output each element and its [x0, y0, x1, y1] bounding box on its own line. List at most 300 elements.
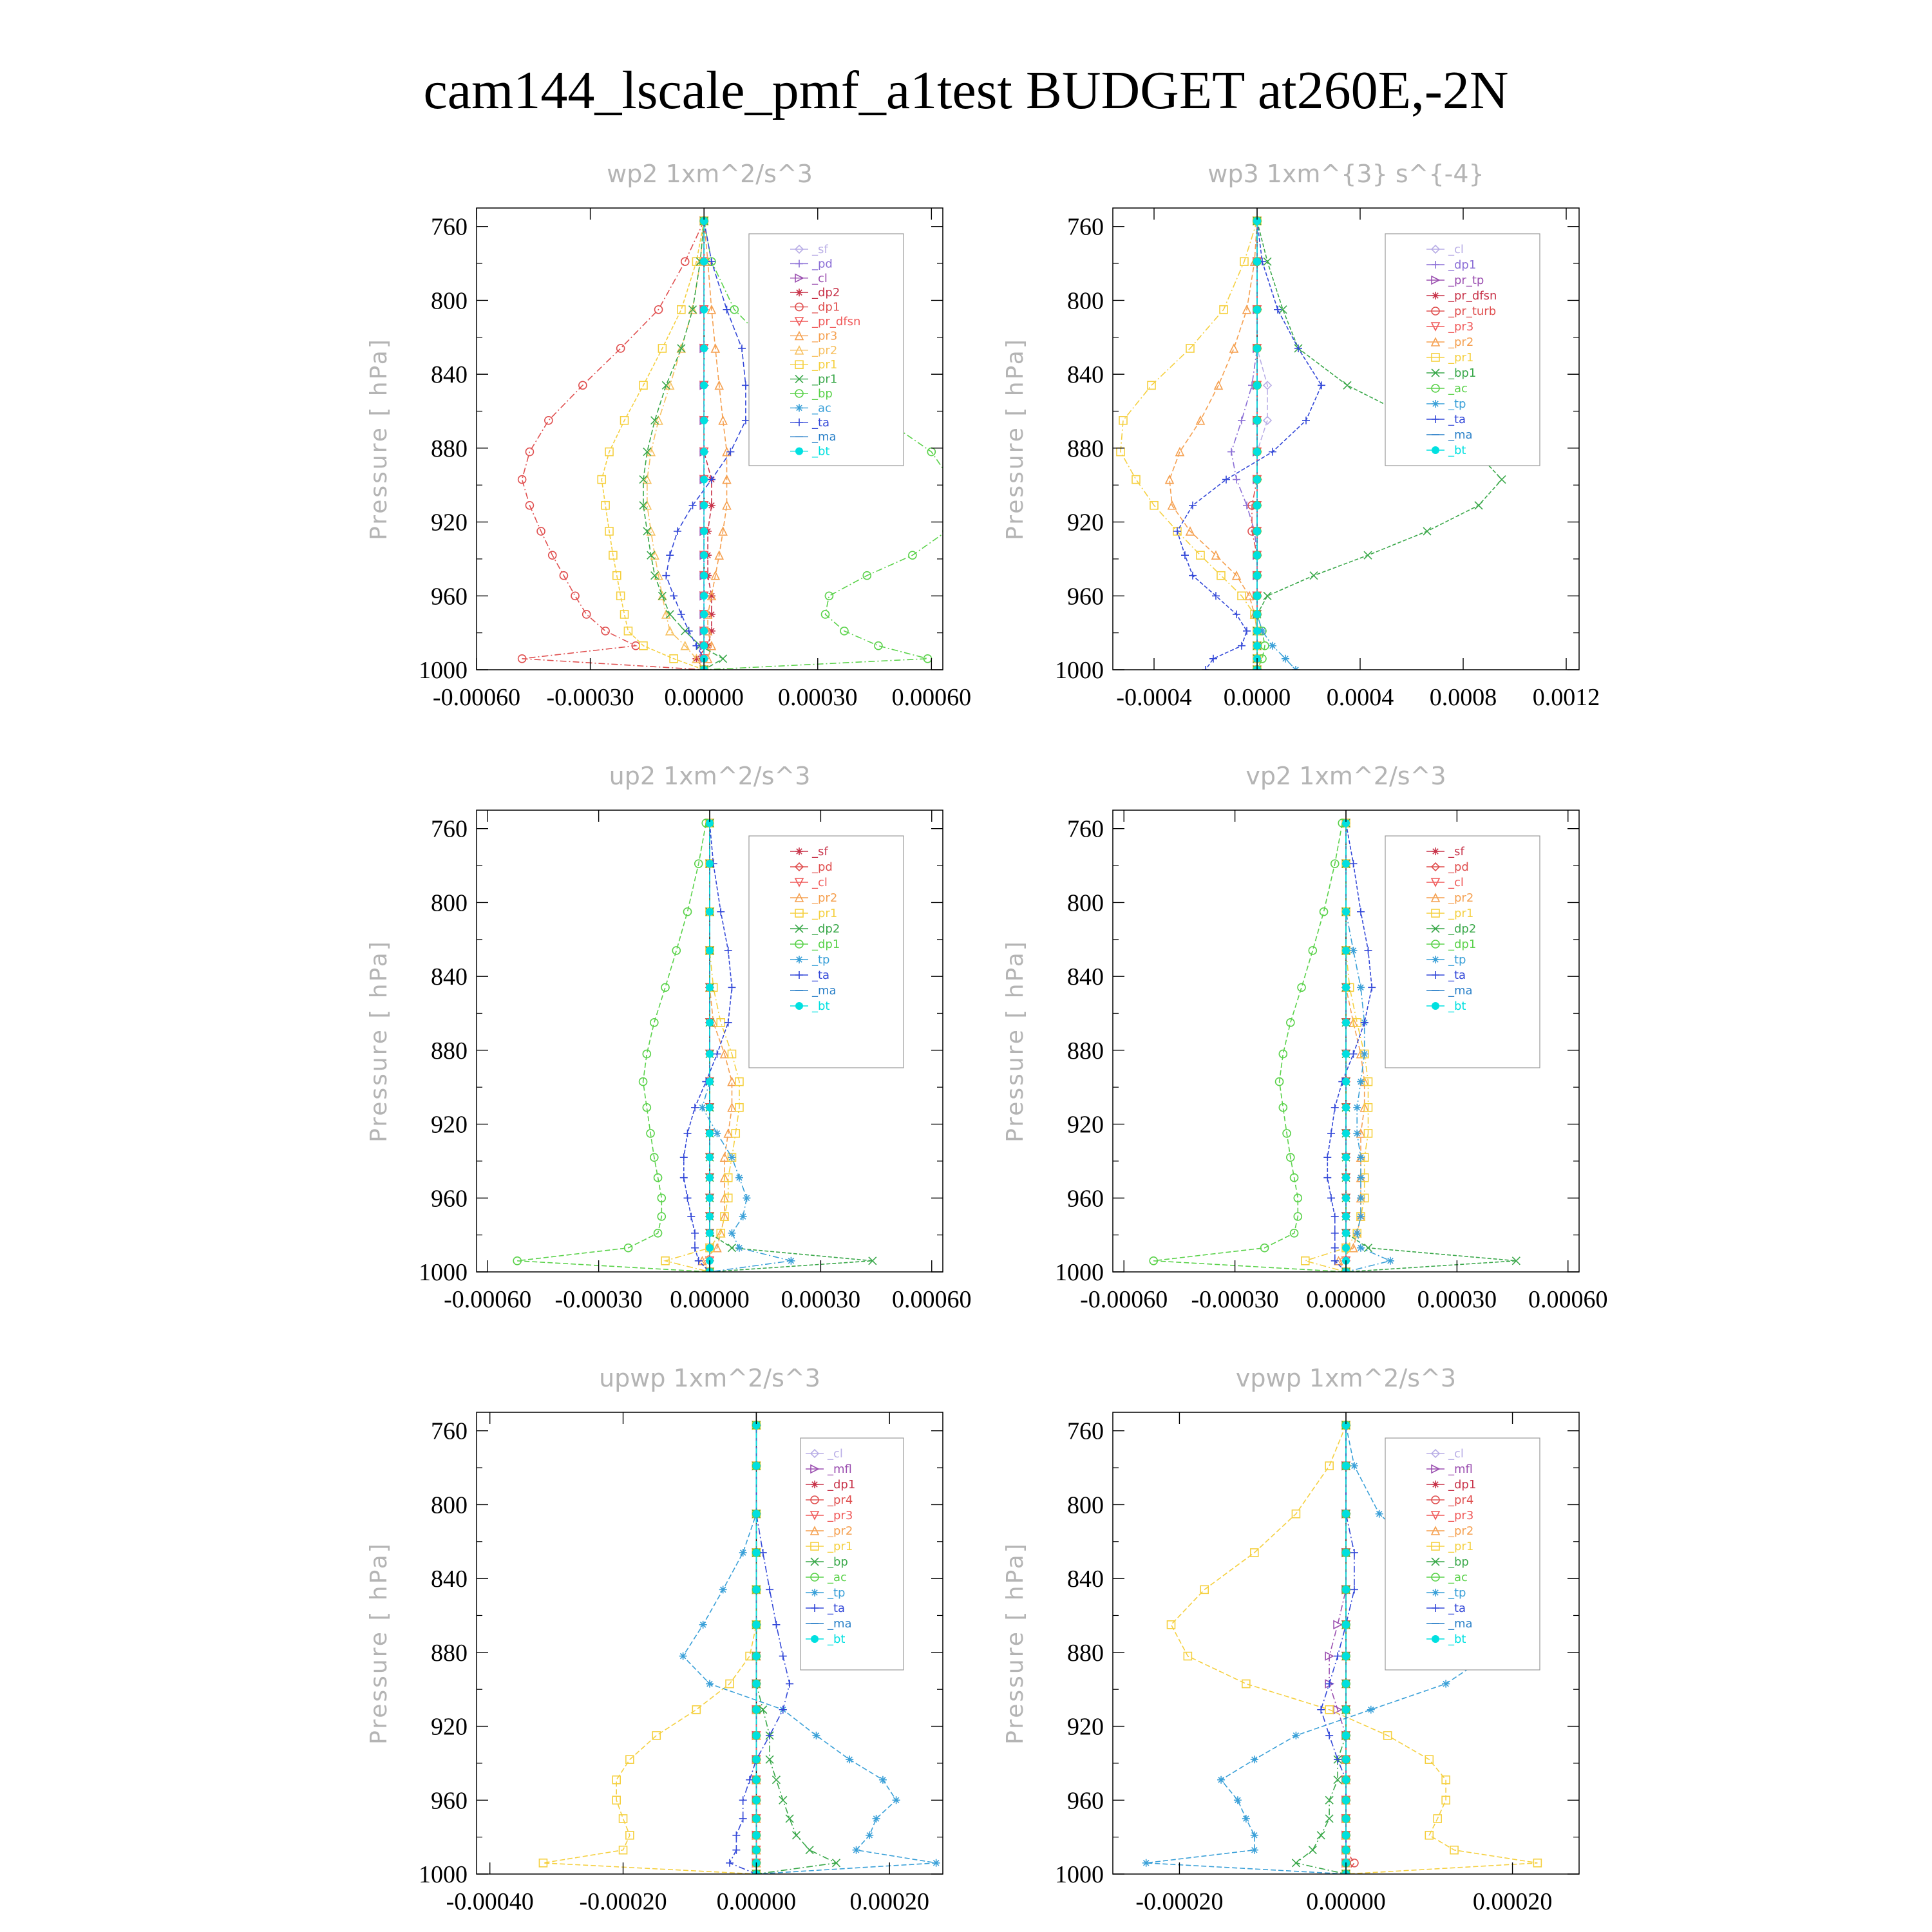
series-line-pr2: [647, 221, 704, 670]
legend-label: _dp1: [812, 300, 840, 314]
legend-label: _dp2: [1448, 922, 1477, 936]
data-point: [752, 1586, 760, 1593]
data-point: [677, 306, 685, 314]
data-point: [1423, 527, 1431, 535]
data-point: [933, 1859, 940, 1867]
legend-marker: [811, 1635, 819, 1643]
y-tick-label: 960: [1067, 583, 1104, 611]
legend-label: _pd: [812, 257, 833, 271]
legend-label: _tp: [1448, 953, 1466, 967]
legend-marker: [1432, 400, 1439, 408]
series-line-pr_turb: [1252, 221, 1257, 670]
y-tick-label: 880: [431, 435, 468, 462]
legend-marker: [795, 848, 803, 855]
y-tick-label: 1000: [1055, 1259, 1104, 1286]
data-point: [786, 1815, 793, 1823]
y-tick-label: 920: [431, 1111, 468, 1139]
data-point: [706, 908, 714, 916]
legend-label: _dp2: [812, 922, 840, 936]
legend-label: _pr2: [812, 343, 838, 357]
panel-3: [366, 762, 972, 1313]
legend-label: _ac: [1448, 1571, 1468, 1584]
data-point: [717, 1019, 724, 1027]
data-point: [735, 1174, 743, 1182]
data-point: [1367, 1706, 1375, 1714]
data-point: [674, 527, 681, 535]
legend-marker: [795, 448, 803, 455]
legend-label: _tp: [1448, 1586, 1466, 1600]
legend-label: _ac: [1448, 382, 1468, 395]
legend-label: _pr2: [1448, 891, 1474, 905]
x-tick-label: 0.00000: [716, 1888, 797, 1915]
legend-label: _pr2: [1448, 1524, 1474, 1538]
y-axis-label: Pressure [ hPa]: [1002, 940, 1028, 1142]
data-point: [853, 1846, 860, 1854]
figure-title: cam144_lscale_pmf_a1test BUDGET at260E,-2N: [423, 61, 1509, 120]
legend-marker: [811, 1589, 819, 1596]
legend-label: _ac: [812, 401, 831, 415]
data-point: [752, 1621, 760, 1629]
y-axis-label: Pressure [ hPa]: [366, 1542, 392, 1745]
data-point: [1209, 655, 1217, 663]
data-point: [1342, 1732, 1350, 1739]
y-tick-label: 800: [431, 889, 468, 917]
data-point: [1325, 1680, 1333, 1688]
data-point: [1253, 381, 1261, 389]
data-point: [825, 592, 833, 600]
legend-marker: [1432, 1635, 1439, 1643]
panel-title: wp2 1xm^2/s^3: [607, 160, 813, 188]
series-line-bp: [1296, 1425, 1346, 1874]
legend-label: _sf: [812, 845, 828, 858]
legend: [800, 1438, 904, 1670]
data-point: [1269, 448, 1276, 456]
data-point: [680, 1174, 688, 1182]
data-point: [1327, 1130, 1335, 1137]
legend-label: _ma: [812, 984, 837, 998]
x-tick-label: -0.00020: [579, 1888, 667, 1915]
data-point: [1317, 1706, 1325, 1714]
legend-label: _ta: [812, 415, 830, 430]
data-point: [752, 1462, 760, 1470]
data-point: [1323, 1153, 1331, 1161]
legend-label: _bt: [1448, 444, 1466, 457]
legend-marker: [1432, 1002, 1439, 1010]
data-point: [687, 1213, 695, 1220]
legend-label: _pr3: [828, 1509, 853, 1522]
legend: [749, 836, 904, 1068]
data-point: [1253, 592, 1261, 600]
y-tick-label: 960: [431, 583, 468, 611]
data-point: [699, 1621, 707, 1629]
data-point: [1342, 1653, 1350, 1660]
legend-label: _cl: [1448, 1447, 1464, 1461]
data-point: [873, 1815, 880, 1823]
data-point: [706, 947, 714, 954]
data-point: [1334, 1621, 1341, 1629]
data-point: [1230, 345, 1238, 352]
data-point: [1292, 1859, 1300, 1867]
data-point: [893, 1796, 900, 1804]
data-point: [1353, 1104, 1361, 1112]
data-point: [1325, 1815, 1333, 1823]
data-point: [706, 1680, 714, 1688]
data-point: [792, 1832, 800, 1839]
x-tick-label: -0.00060: [1080, 1286, 1168, 1313]
data-point: [1342, 983, 1350, 991]
data-point: [706, 1078, 714, 1086]
legend-marker: [811, 1481, 819, 1488]
data-point: [1132, 476, 1140, 484]
data-point: [1251, 1832, 1258, 1839]
data-point: [1343, 381, 1351, 389]
data-point: [1253, 502, 1261, 509]
data-point: [866, 1832, 873, 1839]
series-line-dp1: [517, 823, 710, 1272]
data-point: [1342, 1050, 1350, 1058]
series-line-cl: [1257, 221, 1267, 670]
y-tick-label: 1000: [1055, 657, 1104, 684]
legend-label: _pr2: [828, 1524, 853, 1538]
data-point: [518, 476, 526, 484]
legend-label: _pr_dfsn: [1448, 289, 1497, 303]
legend-label: _cl: [812, 271, 828, 285]
series-line-pr2: [1339, 823, 1365, 1272]
data-point: [1233, 476, 1240, 484]
data-point: [1309, 947, 1316, 954]
data-point: [735, 1244, 743, 1252]
data-point: [954, 502, 962, 509]
legend-label: _cl: [1448, 876, 1464, 889]
legend-marker: [795, 956, 803, 963]
data-point: [779, 1796, 787, 1804]
y-tick-label: 920: [1067, 509, 1104, 536]
y-tick-label: 880: [431, 1639, 468, 1667]
data-point: [1327, 1194, 1335, 1202]
y-tick-label: 920: [431, 509, 468, 536]
data-point: [1242, 1815, 1250, 1823]
series-line-mfl: [1329, 1425, 1346, 1874]
data-point: [1357, 983, 1365, 991]
data-point: [739, 1213, 747, 1220]
data-point: [1342, 947, 1350, 954]
data-point: [1364, 947, 1372, 954]
data-point: [1334, 1653, 1341, 1660]
data-point: [846, 1756, 853, 1763]
data-point: [732, 1846, 740, 1854]
legend-label: _ta: [828, 1602, 846, 1615]
y-tick-label: 1000: [419, 1861, 468, 1888]
data-point: [1349, 947, 1357, 954]
data-point: [1233, 611, 1240, 618]
legend-label: _sf: [812, 243, 828, 256]
panel-title: vp2 1xm^2/s^3: [1245, 762, 1446, 790]
legend-marker: [1432, 848, 1439, 855]
legend-label: _ta: [1448, 413, 1466, 426]
data-point: [1357, 1194, 1365, 1202]
series-line-ta: [730, 1425, 790, 1874]
data-point: [1342, 1680, 1350, 1688]
panel-title: wp3 1xm^{3} s^{-4}: [1208, 160, 1484, 188]
legend-label: _bp: [828, 1555, 848, 1569]
data-point: [700, 572, 708, 580]
data-point: [700, 381, 708, 389]
y-tick-label: 840: [431, 1566, 468, 1593]
data-point: [700, 258, 708, 265]
data-point: [601, 627, 609, 635]
data-point: [1251, 1846, 1258, 1854]
y-tick-label: 800: [431, 1492, 468, 1519]
data-point: [1245, 592, 1253, 600]
series-line-pr2: [1170, 221, 1257, 670]
data-point: [879, 1776, 887, 1784]
data-point: [1342, 1078, 1350, 1086]
legend-marker: [1432, 1589, 1439, 1596]
data-point: [684, 1194, 692, 1202]
data-point: [700, 448, 708, 456]
data-point: [666, 627, 674, 635]
data-point: [706, 1050, 714, 1058]
legend-label: _pr1: [1448, 907, 1474, 920]
data-point: [1253, 417, 1261, 424]
y-tick-label: 840: [1067, 1566, 1104, 1593]
data-point: [1342, 1846, 1350, 1854]
data-point: [1349, 1050, 1357, 1058]
data-point: [752, 1706, 760, 1714]
data-point: [700, 417, 708, 424]
data-point: [1320, 908, 1328, 916]
panel-title: up2 1xm^2/s^3: [609, 762, 811, 790]
data-point: [786, 1680, 793, 1688]
data-point: [752, 1510, 760, 1518]
series-line-dp1: [1231, 221, 1257, 670]
data-point: [1227, 448, 1235, 456]
data-point: [1342, 1174, 1350, 1182]
data-point: [689, 502, 697, 509]
data-point: [670, 592, 677, 600]
data-point: [719, 655, 727, 663]
x-tick-label: 0.00060: [891, 684, 972, 711]
panel-4: [1002, 762, 1608, 1313]
panel-1: [366, 160, 971, 711]
data-point: [1361, 1050, 1368, 1058]
y-tick-label: 760: [431, 213, 468, 241]
data-point: [1310, 572, 1318, 580]
data-point: [1243, 627, 1251, 635]
data-point: [752, 1832, 760, 1839]
data-point: [700, 527, 708, 535]
y-tick-label: 760: [431, 815, 468, 843]
data-point: [1342, 1244, 1350, 1252]
legend-label: _dp1: [1448, 1478, 1477, 1492]
data-point: [706, 1174, 714, 1182]
data-point: [806, 1846, 813, 1854]
data-point: [691, 1104, 699, 1112]
data-point: [1342, 1153, 1350, 1161]
legend-label: _pr1: [1448, 351, 1474, 365]
data-point: [1442, 1680, 1450, 1688]
data-point: [691, 1244, 699, 1252]
data-point: [739, 1815, 747, 1823]
y-axis-label: Pressure [ hPa]: [1002, 1542, 1028, 1745]
legend-label: _ta: [1448, 969, 1466, 982]
data-point: [1342, 1756, 1350, 1763]
data-point: [1364, 1244, 1372, 1252]
legend-label: _ma: [812, 430, 837, 444]
data-point: [728, 1229, 735, 1237]
data-point: [732, 1832, 740, 1839]
data-point: [1357, 1244, 1365, 1252]
data-point: [699, 1104, 706, 1112]
x-tick-label: -0.00020: [1135, 1888, 1224, 1915]
legend-label: _bt: [1448, 1633, 1466, 1646]
legend-label: _pr4: [1448, 1493, 1474, 1507]
data-point: [1287, 1019, 1294, 1027]
x-tick-label: 0.00000: [1306, 1286, 1386, 1313]
data-point: [713, 1050, 721, 1058]
data-point: [1238, 642, 1245, 650]
data-point: [724, 947, 732, 954]
legend-label: _pr3: [1448, 320, 1474, 334]
legend-label: _dp1: [1448, 938, 1477, 951]
data-point: [1342, 1796, 1350, 1804]
data-point: [684, 1130, 692, 1137]
data-point: [1253, 627, 1261, 635]
legend-label: _pr1: [812, 907, 838, 920]
data-point: [752, 1796, 760, 1804]
data-point: [752, 1756, 760, 1763]
legend-label: _bp: [1448, 1555, 1469, 1569]
legend-marker: [1432, 956, 1439, 963]
data-point: [1357, 1174, 1365, 1182]
x-tick-label: 0.00060: [892, 1286, 972, 1313]
data-point: [1181, 551, 1189, 559]
legend-box: [800, 1438, 904, 1670]
legend-label: _bt: [1448, 999, 1466, 1013]
series-line-ta: [1177, 221, 1321, 670]
y-tick-label: 760: [431, 1417, 468, 1445]
data-point: [713, 1130, 721, 1137]
y-tick-label: 920: [431, 1713, 468, 1741]
data-point: [752, 1549, 760, 1557]
y-tick-label: 880: [431, 1037, 468, 1065]
data-point: [621, 611, 629, 618]
legend-label: _cl: [812, 876, 828, 889]
data-point: [1251, 1756, 1258, 1763]
y-tick-label: 960: [1067, 1185, 1104, 1213]
y-tick-label: 920: [1067, 1713, 1104, 1741]
data-point: [1357, 1213, 1365, 1220]
data-point: [717, 908, 724, 916]
legend-label: _bp1: [1448, 366, 1477, 380]
data-point: [700, 642, 708, 650]
data-point: [1253, 258, 1261, 265]
data-point: [766, 1586, 773, 1593]
legend: [1385, 1438, 1540, 1670]
series-line-tp: [1346, 823, 1390, 1272]
series-line-ta: [1327, 823, 1372, 1272]
data-point: [658, 592, 666, 600]
data-point: [739, 1549, 747, 1557]
data-point: [1253, 448, 1261, 456]
data-point: [1292, 1732, 1300, 1739]
data-point: [1350, 1462, 1358, 1470]
data-point: [706, 1213, 714, 1220]
data-point: [742, 417, 750, 424]
x-tick-label: -0.00030: [554, 1286, 643, 1313]
data-point: [692, 642, 700, 650]
data-point: [1342, 1213, 1350, 1220]
data-point: [1253, 642, 1261, 650]
data-point: [772, 1776, 780, 1784]
y-tick-label: 960: [431, 1787, 468, 1815]
data-point: [1253, 572, 1261, 580]
data-point: [680, 1153, 688, 1161]
data-point: [875, 642, 882, 650]
legend-label: _pr2: [812, 891, 838, 905]
panel-title: upwp 1xm^2/s^3: [599, 1364, 820, 1392]
data-point: [1282, 655, 1289, 663]
series-line-pr1: [643, 221, 723, 670]
y-tick-label: 880: [1067, 1639, 1104, 1667]
data-point: [571, 592, 579, 600]
legend-label: _pr2: [1448, 336, 1474, 349]
data-point: [728, 983, 735, 991]
legend-label: _pr1: [828, 1540, 853, 1553]
series-line-ta: [666, 221, 746, 670]
data-point: [1242, 1680, 1250, 1688]
data-point: [1342, 1019, 1350, 1027]
data-point: [1325, 1462, 1333, 1470]
data-point: [1325, 1796, 1333, 1804]
data-point: [677, 611, 685, 618]
series-line-ta: [684, 823, 732, 1272]
data-point: [752, 1653, 760, 1660]
data-point: [1350, 1549, 1358, 1557]
data-point: [1253, 551, 1261, 559]
y-tick-label: 840: [431, 361, 468, 389]
panel-5: [366, 1364, 943, 1915]
legend-label: _ma: [1448, 984, 1473, 998]
legend-label: _tp: [1448, 397, 1466, 411]
data-point: [1253, 345, 1261, 352]
data-point: [1342, 1815, 1350, 1823]
data-point: [666, 551, 674, 559]
data-point: [706, 1229, 714, 1237]
x-tick-label: -0.00030: [546, 684, 634, 711]
legend-label: _pr4: [828, 1493, 853, 1507]
data-point: [726, 1859, 734, 1867]
y-tick-label: 840: [1067, 963, 1104, 991]
data-point: [706, 860, 714, 867]
y-tick-label: 880: [1067, 1037, 1104, 1065]
data-point: [708, 502, 715, 509]
data-point: [1176, 448, 1184, 456]
panel-6: [1002, 1364, 1579, 1915]
y-tick-label: 760: [1067, 1417, 1104, 1445]
data-point: [1323, 1174, 1331, 1182]
data-point: [700, 476, 708, 484]
data-point: [1269, 642, 1276, 650]
data-point: [1253, 611, 1261, 618]
data-point: [620, 1815, 627, 1823]
data-point: [739, 1796, 747, 1804]
data-point: [1238, 417, 1245, 424]
legend-label: _ma: [828, 1617, 852, 1631]
data-point: [700, 345, 708, 352]
data-point: [787, 1257, 795, 1265]
legend-label: _dp1: [1448, 258, 1477, 272]
